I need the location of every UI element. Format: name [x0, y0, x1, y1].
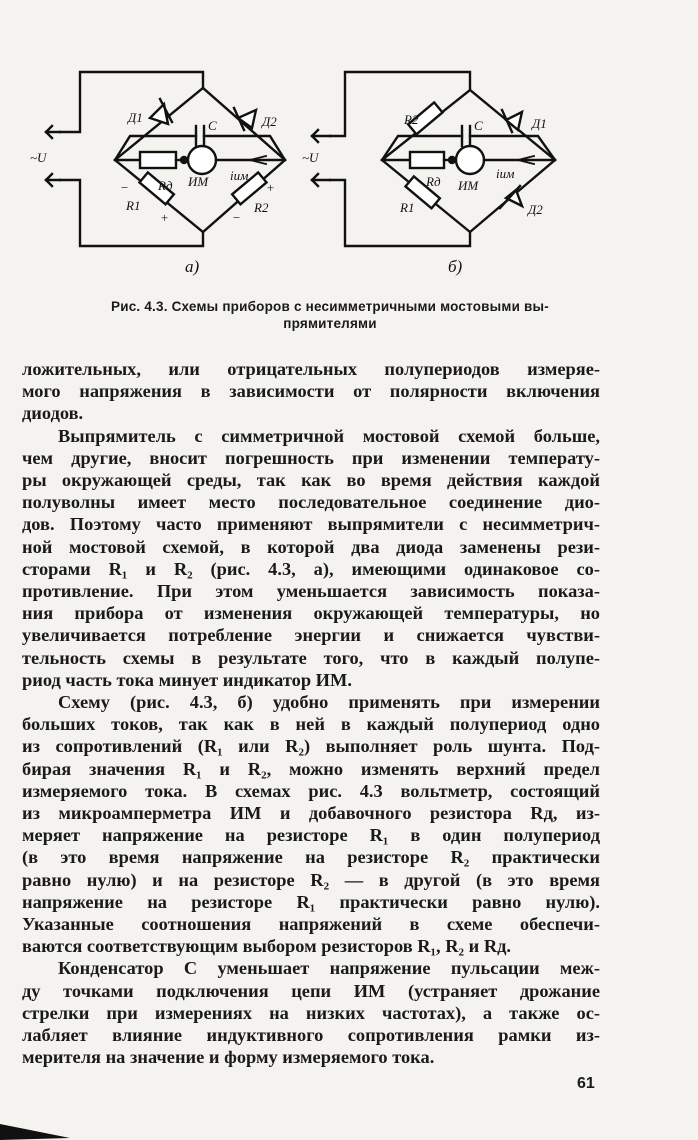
text-line: увеличивается потребление энергии и снижается чувстви-	[22, 625, 600, 646]
text-line: ния прибора от изменения окружающей температуры, но	[22, 603, 600, 624]
panel-b-c-label: C	[474, 118, 483, 133]
text-line: измеряемого тока. В схемах рис. 4.3 вольтметр, состоящий	[22, 780, 600, 801]
panel-b-circuit	[312, 72, 555, 246]
text-line: противление. При этом уменьшается зависимость показа-	[22, 581, 600, 602]
text-line: ной мостовой схемой, в которой два диода заменены рези-	[22, 536, 600, 557]
text-line: ду точками подключения цепи ИМ (устраняет дрожание	[22, 980, 600, 1001]
text-line: меряет напряжение на резисторе R₁ в один полупериод	[22, 825, 600, 846]
page-edge-shadow	[0, 1112, 75, 1140]
panel-b-source-label: ~U	[302, 150, 319, 165]
panel-b-rd-label: Rд	[426, 174, 441, 189]
text-line: тельность схемы в результате того, что в каждый полупе-	[22, 647, 600, 668]
panel-a-r2-label: R2	[254, 200, 269, 215]
panel-a-d2-label: Д2	[262, 114, 277, 129]
text-line: сторами R₁ и R₂ (рис. 4.3, а), имеющими одинаковое со-	[22, 558, 600, 579]
caption-line-2: прямителями	[283, 316, 377, 331]
text-line: из микроамперметра ИМ и добавочного резистора Rд, из-	[22, 803, 600, 824]
panel-a-source-label: ~U	[30, 150, 47, 165]
panel-b-subfigure-label: б)	[448, 257, 463, 276]
text-line: полуволны имеет место последовательное соединение дио-	[22, 492, 600, 513]
panel-b-d1-label: Д1	[532, 116, 547, 131]
text-line: риод часть тока минует индикатор ИМ.	[22, 669, 352, 690]
body-text	[22, 358, 600, 1069]
text-line: лабляет влияние индуктивного сопротивления рамки из-	[22, 1025, 600, 1046]
page-number: 61	[577, 1075, 595, 1092]
panel-b-r1-label: R1	[400, 200, 415, 215]
panel-a-subfigure-label: а)	[185, 257, 200, 276]
text-line: Схему (рис. 4.3, б) удобно применять при измерении	[58, 692, 600, 713]
panel-b-r2-label: R2	[404, 112, 419, 127]
panel-a-im-label: ИМ	[188, 174, 209, 189]
panel-a-r1-label: R1	[126, 198, 141, 213]
paragraph-4	[22, 957, 600, 1068]
text-line: напряжение на резисторе R₁ практически равно нулю).	[22, 891, 600, 912]
panel-a-rd-label: Rд	[158, 178, 173, 193]
panel-a-iim-label: iим	[230, 168, 249, 183]
text-line: ры окружающей среды, так как во время действия каждой	[22, 470, 600, 491]
panel-a-c-label: C	[208, 118, 217, 133]
panel-a-minus-right: −	[232, 210, 241, 225]
panel-b-iim-label: iим	[496, 166, 515, 181]
circuit-figure	[0, 0, 698, 300]
panel-a-d1-label: Д1	[128, 110, 143, 125]
caption-line-1: Рис. 4.3. Схемы приборов с несимметричными мостовыми вы-	[111, 299, 549, 314]
text-line: бирая значения R₁ и R₂, можно изменять верхний предел	[22, 758, 600, 779]
panel-a-plus-left: +	[160, 210, 169, 225]
text-line: диодов.	[22, 403, 84, 424]
text-line: дов. Поэтому часто применяют выпрямители с несимметрич-	[22, 514, 600, 535]
text-line: мого напряжения в зависимости от полярности включения	[22, 381, 600, 402]
text-line: равно нулю) и на резисторе R₂ — в другой (в это время	[22, 869, 600, 890]
text-line: ваются соответствующим выбором резисторов R₁, R₂ и Rд.	[22, 936, 512, 957]
panel-b-d2-label: Д2	[528, 202, 543, 217]
text-line: (в это время напряжение на резисторе R₂ практически	[22, 847, 600, 868]
text-line: ложительных, или отрицательных полупериодов измеряе-	[22, 359, 600, 379]
text-line: Конденсатор C уменьшает напряжение пульсации меж-	[58, 958, 600, 979]
text-line: чем другие, вносит погрешность при изменении температу-	[22, 447, 600, 468]
paragraph-1	[22, 358, 600, 425]
text-line: Выпрямитель с симметричной мостовой схемой больше,	[58, 425, 600, 446]
text-line: из сопротивлений (R₁ или R₂) выполняет роль шунта. Под-	[22, 736, 600, 757]
text-line: мерителя на значение и форму измеряемого тока.	[22, 1047, 435, 1068]
figure-caption	[30, 298, 630, 332]
paragraph-3	[22, 691, 600, 957]
text-line: стрелки при измерениях на низких частотах), а также ос-	[22, 1002, 600, 1023]
text-line: больших токов, так как в ней в каждый полупериод одно	[22, 714, 600, 735]
panel-b-im-label: ИМ	[458, 178, 479, 193]
paragraph-2	[22, 425, 600, 691]
panel-a-minus-left: −	[120, 180, 129, 195]
panel-a-plus-right: +	[266, 180, 275, 195]
text-line: Указанные соотношения напряжений в схеме обеспечи-	[22, 914, 600, 935]
circuit-diagram	[0, 0, 698, 300]
